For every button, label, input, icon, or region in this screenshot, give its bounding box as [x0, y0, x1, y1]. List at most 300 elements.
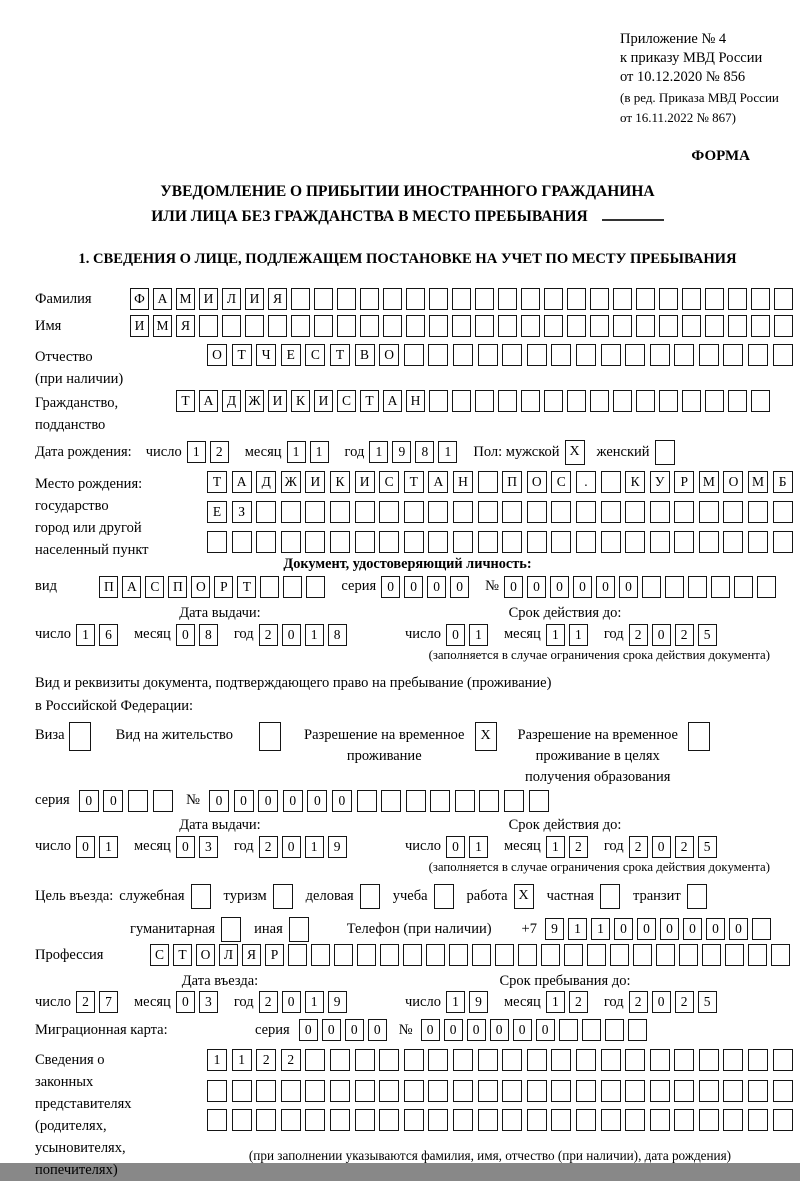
form-cell[interactable]: 9 [392, 441, 411, 463]
form-cell[interactable] [773, 344, 793, 366]
form-cell[interactable] [256, 501, 276, 523]
form-cell[interactable] [564, 944, 583, 966]
form-cell[interactable]: Т [360, 390, 379, 412]
form-cell[interactable] [650, 1080, 670, 1102]
form-cell[interactable]: 2 [569, 836, 588, 858]
form-cell[interactable] [527, 1049, 547, 1071]
form-cell[interactable]: 2 [76, 991, 95, 1013]
form-cell[interactable]: Л [219, 944, 238, 966]
form-cell[interactable] [428, 344, 448, 366]
form-cell[interactable]: 0 [706, 918, 725, 940]
visa-checkbox[interactable] [69, 722, 91, 751]
form-cell[interactable]: 5 [698, 836, 717, 858]
form-cell[interactable] [773, 1080, 793, 1102]
form-cell[interactable]: Т [173, 944, 192, 966]
form-cell[interactable] [610, 944, 629, 966]
purpose-transit-checkbox[interactable] [687, 884, 707, 909]
form-cell[interactable]: 0 [283, 790, 303, 812]
form-cell[interactable]: 0 [234, 790, 254, 812]
form-cell[interactable] [383, 315, 402, 337]
form-cell[interactable]: 0 [322, 1019, 341, 1041]
form-cell[interactable] [502, 1049, 522, 1071]
form-cell[interactable]: 0 [427, 576, 446, 598]
form-cell[interactable]: 1 [469, 624, 488, 646]
form-cell[interactable] [541, 944, 560, 966]
form-cell[interactable] [380, 944, 399, 966]
form-cell[interactable]: 1 [568, 918, 587, 940]
form-cell[interactable]: 0 [652, 836, 671, 858]
form-cell[interactable]: 1 [287, 441, 306, 463]
form-cell[interactable]: И [355, 471, 375, 493]
form-cell[interactable]: 0 [504, 576, 523, 598]
form-cell[interactable] [625, 344, 645, 366]
form-cell[interactable] [723, 1109, 743, 1131]
form-cell[interactable] [699, 344, 719, 366]
form-cell[interactable] [748, 1080, 768, 1102]
form-cell[interactable] [636, 390, 655, 412]
form-cell[interactable] [521, 390, 540, 412]
form-cell[interactable]: 2 [281, 1049, 301, 1071]
form-cell[interactable]: О [207, 344, 227, 366]
form-cell[interactable]: 1 [369, 441, 388, 463]
form-cell[interactable] [711, 576, 730, 598]
form-cell[interactable]: Ч [256, 344, 276, 366]
form-cell[interactable]: 5 [698, 624, 717, 646]
form-cell[interactable] [306, 576, 325, 598]
form-cell[interactable]: 0 [536, 1019, 555, 1041]
form-cell[interactable]: Д [256, 471, 276, 493]
form-cell[interactable]: Е [207, 501, 227, 523]
form-cell[interactable] [472, 944, 491, 966]
form-cell[interactable] [330, 531, 350, 553]
form-cell[interactable] [551, 344, 571, 366]
form-cell[interactable] [478, 1080, 498, 1102]
form-cell[interactable] [330, 501, 350, 523]
form-cell[interactable] [725, 944, 744, 966]
form-cell[interactable] [650, 531, 670, 553]
form-cell[interactable] [429, 315, 448, 337]
form-cell[interactable]: 0 [573, 576, 592, 598]
form-cell[interactable] [748, 944, 767, 966]
form-cell[interactable] [291, 315, 310, 337]
form-cell[interactable] [256, 531, 276, 553]
form-cell[interactable]: 0 [660, 918, 679, 940]
form-cell[interactable]: 0 [729, 918, 748, 940]
form-cell[interactable] [544, 288, 563, 310]
form-cell[interactable] [529, 790, 549, 812]
form-cell[interactable] [748, 501, 768, 523]
purpose-private-checkbox[interactable] [600, 884, 620, 909]
form-cell[interactable] [625, 531, 645, 553]
form-cell[interactable] [403, 944, 422, 966]
form-cell[interactable] [495, 944, 514, 966]
form-cell[interactable]: 9 [469, 991, 488, 1013]
form-cell[interactable] [453, 344, 473, 366]
form-cell[interactable]: С [305, 344, 325, 366]
form-cell[interactable] [674, 1109, 694, 1131]
form-cell[interactable]: Е [281, 344, 301, 366]
form-cell[interactable] [153, 790, 173, 812]
form-cell[interactable] [625, 501, 645, 523]
form-cell[interactable]: 2 [675, 836, 694, 858]
form-cell[interactable]: О [191, 576, 210, 598]
form-cell[interactable] [605, 1019, 624, 1041]
form-cell[interactable] [305, 1109, 325, 1131]
form-cell[interactable] [452, 315, 471, 337]
form-cell[interactable] [406, 288, 425, 310]
form-cell[interactable] [379, 1080, 399, 1102]
form-cell[interactable] [453, 1049, 473, 1071]
form-cell[interactable]: 9 [328, 991, 347, 1013]
form-cell[interactable]: О [196, 944, 215, 966]
form-cell[interactable]: Ж [281, 471, 301, 493]
form-cell[interactable] [502, 531, 522, 553]
form-cell[interactable] [674, 1080, 694, 1102]
form-cell[interactable] [613, 390, 632, 412]
form-cell[interactable]: 0 [446, 836, 465, 858]
form-cell[interactable] [207, 1080, 227, 1102]
form-cell[interactable]: 1 [546, 991, 565, 1013]
form-cell[interactable]: 0 [513, 1019, 532, 1041]
form-cell[interactable]: 0 [444, 1019, 463, 1041]
form-cell[interactable] [576, 1080, 596, 1102]
form-cell[interactable] [268, 315, 287, 337]
form-cell[interactable] [650, 344, 670, 366]
form-cell[interactable] [334, 944, 353, 966]
form-cell[interactable] [360, 315, 379, 337]
form-cell[interactable]: 1 [187, 441, 206, 463]
form-cell[interactable] [679, 944, 698, 966]
form-cell[interactable] [748, 531, 768, 553]
form-cell[interactable] [232, 1080, 252, 1102]
form-cell[interactable]: 0 [404, 576, 423, 598]
form-cell[interactable] [453, 1080, 473, 1102]
form-cell[interactable] [682, 390, 701, 412]
form-cell[interactable]: 2 [629, 836, 648, 858]
form-cell[interactable] [498, 390, 517, 412]
form-cell[interactable] [757, 576, 776, 598]
form-cell[interactable] [650, 501, 670, 523]
form-cell[interactable]: 8 [415, 441, 434, 463]
form-cell[interactable] [773, 1109, 793, 1131]
form-cell[interactable]: К [625, 471, 645, 493]
form-cell[interactable]: 0 [421, 1019, 440, 1041]
form-cell[interactable]: Т [237, 576, 256, 598]
form-cell[interactable]: А [232, 471, 252, 493]
form-cell[interactable] [305, 501, 325, 523]
form-cell[interactable] [232, 1109, 252, 1131]
form-cell[interactable]: М [176, 288, 195, 310]
form-cell[interactable]: 0 [307, 790, 327, 812]
form-cell[interactable] [428, 531, 448, 553]
form-cell[interactable] [281, 1080, 301, 1102]
form-cell[interactable]: 1 [76, 624, 95, 646]
form-cell[interactable]: К [291, 390, 310, 412]
form-cell[interactable]: 2 [629, 624, 648, 646]
form-cell[interactable] [650, 1049, 670, 1071]
form-cell[interactable]: 2 [256, 1049, 276, 1071]
form-cell[interactable] [281, 501, 301, 523]
form-cell[interactable]: М [748, 471, 768, 493]
form-cell[interactable] [337, 288, 356, 310]
form-cell[interactable]: Т [232, 344, 252, 366]
form-cell[interactable]: А [153, 288, 172, 310]
form-cell[interactable] [650, 1109, 670, 1131]
form-cell[interactable]: 0 [332, 790, 352, 812]
form-cell[interactable] [636, 288, 655, 310]
form-cell[interactable]: М [153, 315, 172, 337]
form-cell[interactable] [337, 315, 356, 337]
form-cell[interactable] [576, 1049, 596, 1071]
gender-male-checkbox[interactable]: X [565, 440, 585, 465]
form-cell[interactable] [452, 288, 471, 310]
form-cell[interactable] [748, 1109, 768, 1131]
form-cell[interactable] [379, 1109, 399, 1131]
form-cell[interactable] [576, 1109, 596, 1131]
form-cell[interactable] [478, 1049, 498, 1071]
form-cell[interactable] [576, 531, 596, 553]
purpose-business-checkbox[interactable] [360, 884, 380, 909]
form-cell[interactable]: И [314, 390, 333, 412]
form-cell[interactable]: 0 [550, 576, 569, 598]
form-cell[interactable] [699, 501, 719, 523]
form-cell[interactable] [613, 288, 632, 310]
form-cell[interactable] [475, 390, 494, 412]
form-cell[interactable] [656, 944, 675, 966]
form-cell[interactable] [723, 531, 743, 553]
form-cell[interactable]: 2 [259, 624, 278, 646]
form-cell[interactable]: Р [265, 944, 284, 966]
form-cell[interactable]: Т [330, 344, 350, 366]
form-cell[interactable] [305, 1080, 325, 1102]
form-cell[interactable] [232, 531, 252, 553]
form-cell[interactable]: 2 [675, 624, 694, 646]
form-cell[interactable]: Б [773, 471, 793, 493]
form-cell[interactable] [551, 1049, 571, 1071]
form-cell[interactable] [723, 501, 743, 523]
form-cell[interactable] [527, 344, 547, 366]
form-cell[interactable] [311, 944, 330, 966]
form-cell[interactable] [330, 1049, 350, 1071]
form-cell[interactable]: С [145, 576, 164, 598]
form-cell[interactable] [576, 344, 596, 366]
form-cell[interactable] [728, 315, 747, 337]
form-cell[interactable]: С [551, 471, 571, 493]
form-cell[interactable] [521, 288, 540, 310]
form-cell[interactable] [357, 790, 377, 812]
form-cell[interactable] [567, 390, 586, 412]
form-cell[interactable] [305, 531, 325, 553]
form-cell[interactable] [551, 501, 571, 523]
form-cell[interactable]: К [330, 471, 350, 493]
form-cell[interactable] [449, 944, 468, 966]
form-cell[interactable] [699, 1080, 719, 1102]
form-cell[interactable]: Н [453, 471, 473, 493]
form-cell[interactable]: 2 [569, 991, 588, 1013]
form-cell[interactable] [659, 288, 678, 310]
form-cell[interactable]: 0 [614, 918, 633, 940]
form-cell[interactable]: 1 [446, 991, 465, 1013]
form-cell[interactable] [728, 288, 747, 310]
form-cell[interactable] [478, 501, 498, 523]
form-cell[interactable] [314, 315, 333, 337]
form-cell[interactable]: 1 [438, 441, 457, 463]
form-cell[interactable]: И [268, 390, 287, 412]
form-cell[interactable]: 3 [199, 991, 218, 1013]
form-cell[interactable]: 6 [99, 624, 118, 646]
form-cell[interactable]: 7 [99, 991, 118, 1013]
form-cell[interactable]: О [379, 344, 399, 366]
form-cell[interactable] [498, 315, 517, 337]
form-cell[interactable] [455, 790, 475, 812]
form-cell[interactable] [330, 1080, 350, 1102]
form-cell[interactable] [723, 1049, 743, 1071]
form-cell[interactable] [199, 315, 218, 337]
form-cell[interactable]: 0 [282, 624, 301, 646]
form-cell[interactable] [428, 501, 448, 523]
form-cell[interactable] [478, 344, 498, 366]
form-cell[interactable]: 0 [345, 1019, 364, 1041]
form-cell[interactable] [478, 531, 498, 553]
form-cell[interactable] [478, 471, 498, 493]
form-cell[interactable]: Л [222, 288, 241, 310]
form-cell[interactable] [207, 531, 227, 553]
form-cell[interactable] [773, 1049, 793, 1071]
form-cell[interactable]: П [168, 576, 187, 598]
form-cell[interactable] [404, 501, 424, 523]
form-cell[interactable]: 8 [328, 624, 347, 646]
form-cell[interactable]: Я [176, 315, 195, 337]
form-cell[interactable] [128, 790, 148, 812]
form-cell[interactable] [674, 1049, 694, 1071]
form-cell[interactable]: 0 [619, 576, 638, 598]
form-cell[interactable]: Ж [245, 390, 264, 412]
form-cell[interactable] [379, 1049, 399, 1071]
form-cell[interactable]: 1 [305, 836, 324, 858]
form-cell[interactable] [381, 790, 401, 812]
form-cell[interactable]: Я [242, 944, 261, 966]
form-cell[interactable] [601, 471, 621, 493]
form-cell[interactable]: 2 [675, 991, 694, 1013]
form-cell[interactable] [504, 790, 524, 812]
form-cell[interactable] [748, 344, 768, 366]
form-cell[interactable] [429, 288, 448, 310]
form-cell[interactable] [601, 344, 621, 366]
temp-permit-checkbox[interactable]: X [475, 722, 497, 751]
form-cell[interactable]: 1 [569, 624, 588, 646]
form-cell[interactable] [256, 1109, 276, 1131]
form-cell[interactable]: 2 [259, 836, 278, 858]
form-cell[interactable]: 0 [258, 790, 278, 812]
form-cell[interactable] [330, 1109, 350, 1131]
form-cell[interactable]: 1 [591, 918, 610, 940]
form-cell[interactable] [453, 501, 473, 523]
form-cell[interactable] [751, 315, 770, 337]
form-cell[interactable] [771, 944, 790, 966]
form-cell[interactable] [659, 315, 678, 337]
form-cell[interactable] [305, 1049, 325, 1071]
form-cell[interactable] [601, 1080, 621, 1102]
form-cell[interactable]: 0 [527, 576, 546, 598]
form-cell[interactable] [404, 1049, 424, 1071]
form-cell[interactable]: 0 [79, 790, 99, 812]
form-cell[interactable]: Т [404, 471, 424, 493]
form-cell[interactable] [699, 531, 719, 553]
form-cell[interactable] [625, 1080, 645, 1102]
form-cell[interactable] [502, 501, 522, 523]
form-cell[interactable]: А [122, 576, 141, 598]
form-cell[interactable] [636, 315, 655, 337]
form-cell[interactable]: Т [207, 471, 227, 493]
form-cell[interactable]: 0 [176, 991, 195, 1013]
form-cell[interactable]: 1 [99, 836, 118, 858]
form-cell[interactable] [355, 531, 375, 553]
form-cell[interactable]: У [650, 471, 670, 493]
form-cell[interactable] [428, 1049, 448, 1071]
form-cell[interactable]: С [150, 944, 169, 966]
form-cell[interactable] [406, 315, 425, 337]
form-cell[interactable]: . [576, 471, 596, 493]
form-cell[interactable] [478, 1109, 498, 1131]
form-cell[interactable] [283, 576, 302, 598]
form-cell[interactable]: 0 [637, 918, 656, 940]
form-cell[interactable] [360, 288, 379, 310]
form-cell[interactable] [291, 288, 310, 310]
purpose-study-checkbox[interactable] [434, 884, 454, 909]
form-cell[interactable] [527, 1109, 547, 1131]
form-cell[interactable] [674, 501, 694, 523]
form-cell[interactable] [773, 531, 793, 553]
form-cell[interactable] [751, 288, 770, 310]
form-cell[interactable] [674, 531, 694, 553]
form-cell[interactable] [502, 1080, 522, 1102]
form-cell[interactable]: 1 [305, 991, 324, 1013]
form-cell[interactable] [674, 344, 694, 366]
form-cell[interactable] [207, 1109, 227, 1131]
form-cell[interactable] [551, 1109, 571, 1131]
form-cell[interactable]: И [130, 315, 149, 337]
form-cell[interactable]: 0 [683, 918, 702, 940]
form-cell[interactable] [705, 315, 724, 337]
form-cell[interactable]: 2 [629, 991, 648, 1013]
form-cell[interactable] [682, 315, 701, 337]
form-cell[interactable]: О [527, 471, 547, 493]
form-cell[interactable]: Ф [130, 288, 149, 310]
form-cell[interactable] [551, 1080, 571, 1102]
form-cell[interactable]: Н [406, 390, 425, 412]
form-cell[interactable]: 0 [652, 624, 671, 646]
form-cell[interactable] [404, 531, 424, 553]
form-cell[interactable] [260, 576, 279, 598]
form-cell[interactable]: 2 [259, 991, 278, 1013]
purpose-work-checkbox[interactable]: X [514, 884, 534, 909]
form-cell[interactable] [429, 390, 448, 412]
form-cell[interactable] [498, 288, 517, 310]
form-cell[interactable] [404, 344, 424, 366]
form-cell[interactable]: 0 [652, 991, 671, 1013]
form-cell[interactable] [682, 288, 701, 310]
form-cell[interactable]: Р [214, 576, 233, 598]
form-cell[interactable] [383, 288, 402, 310]
form-cell[interactable] [590, 288, 609, 310]
form-cell[interactable]: 0 [450, 576, 469, 598]
form-cell[interactable] [734, 576, 753, 598]
form-cell[interactable] [751, 390, 770, 412]
form-cell[interactable] [665, 576, 684, 598]
form-cell[interactable] [699, 1049, 719, 1071]
form-cell[interactable] [688, 576, 707, 598]
form-cell[interactable] [527, 531, 547, 553]
